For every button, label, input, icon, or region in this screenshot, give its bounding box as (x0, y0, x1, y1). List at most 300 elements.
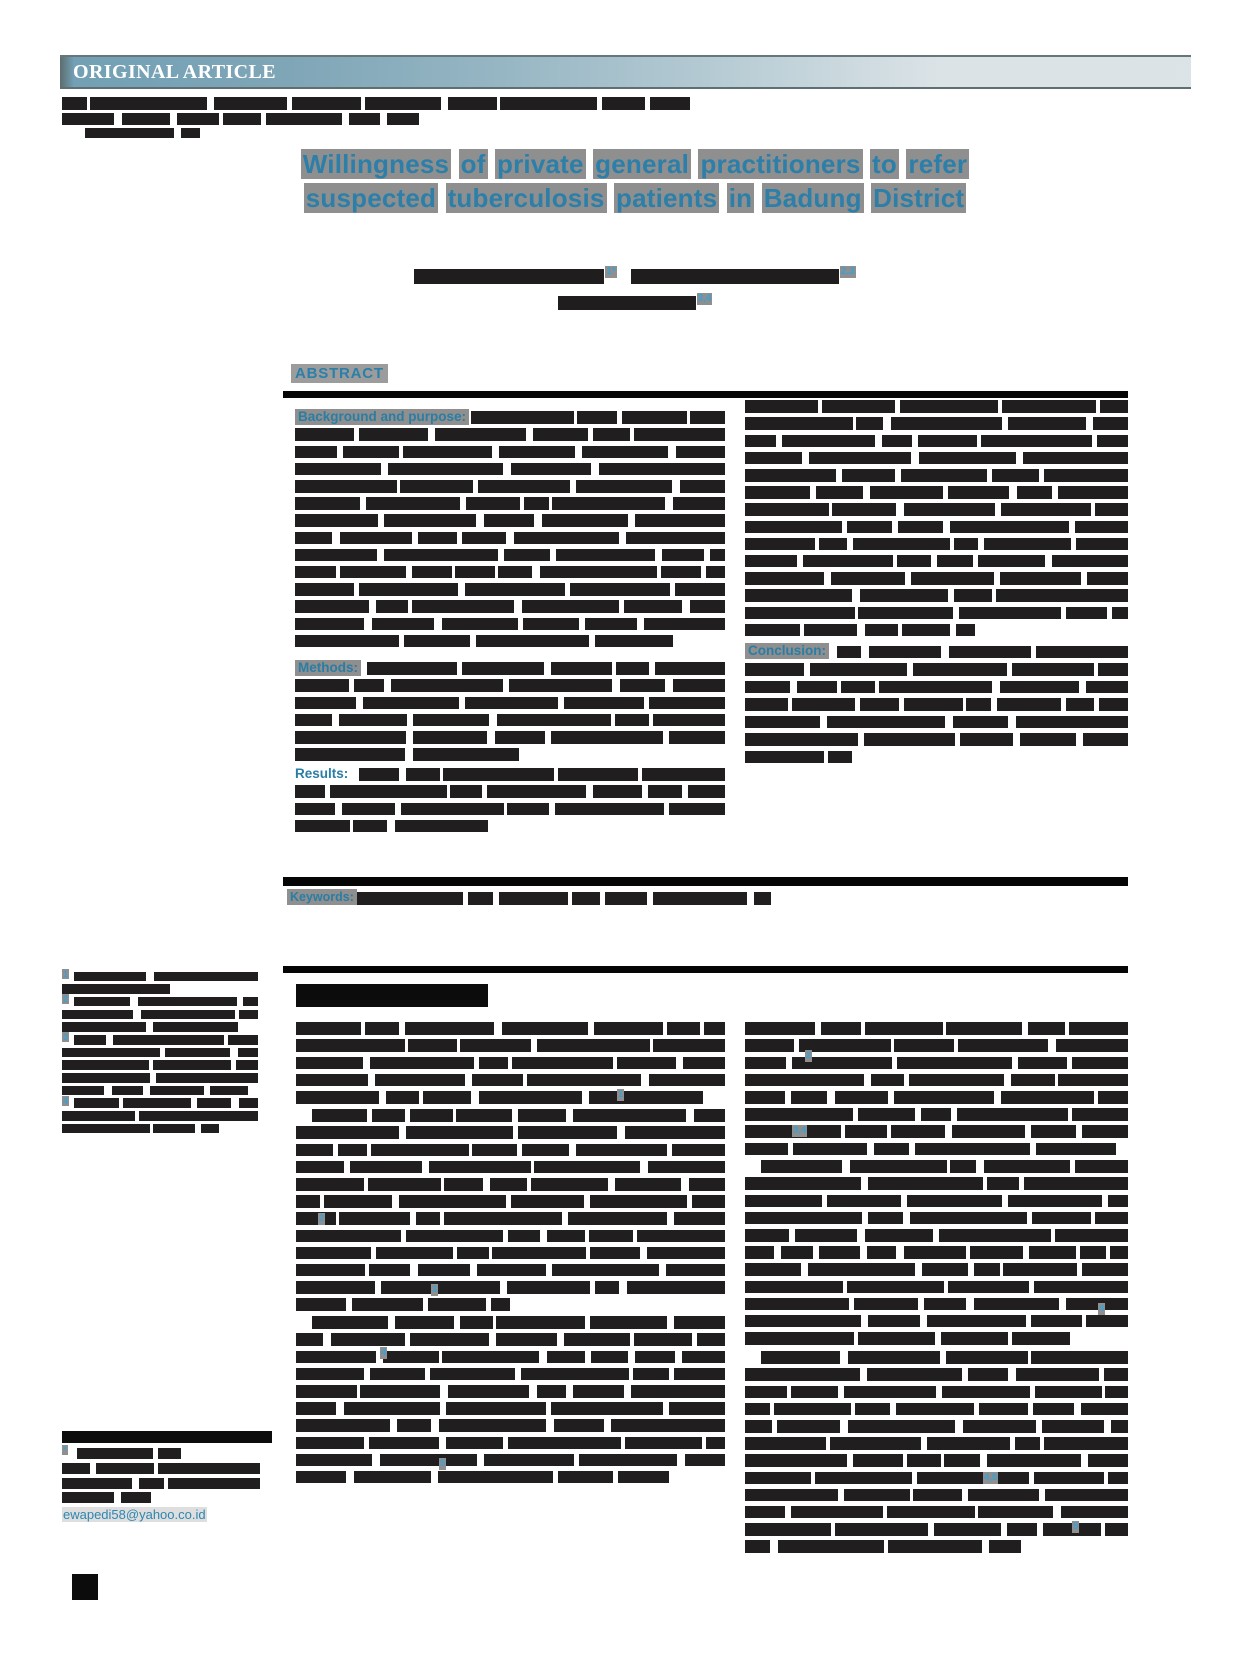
redacted-text-bar (927, 1437, 1010, 1450)
redacted-text-bar (948, 486, 1009, 499)
redacted-text-bar (444, 1178, 483, 1191)
redacted-text-bar (978, 555, 1045, 568)
redacted-text-bar (868, 1177, 983, 1190)
redacted-text-line (745, 501, 1128, 518)
redacted-text-bar (868, 1212, 903, 1225)
redacted-text-bar (122, 113, 170, 125)
redacted-text-bar (292, 97, 360, 110)
redacted-text-bar (295, 803, 335, 816)
title-word: general (595, 149, 690, 179)
redacted-text-bar (974, 1298, 1059, 1311)
redacted-text-bar (509, 679, 612, 692)
article-title (160, 147, 1110, 215)
redacted-text-bar (855, 1403, 890, 1416)
redacted-text-bar (295, 697, 356, 710)
redacted-text-bar (944, 1454, 980, 1467)
redacted-text-bar (968, 1489, 1039, 1502)
redacted-text-bar (123, 1098, 191, 1108)
redacted-text-bar (706, 1437, 725, 1450)
body-left-paragraph-1 (296, 1020, 725, 1106)
redacted-text-bar (649, 697, 725, 710)
redacted-text-bar (1108, 1195, 1128, 1208)
redacted-text-bar (324, 1195, 392, 1208)
correspondence-text-redacted (62, 1446, 260, 1461)
redacted-text-bar (948, 1281, 1029, 1294)
redacted-text-bar (745, 521, 842, 534)
redacted-text-line (745, 1261, 1128, 1278)
redacted-text-bar (844, 1489, 910, 1502)
redacted-text-bar (77, 1448, 153, 1459)
redacted-text-bar (295, 635, 399, 648)
redacted-text-bar (1034, 1281, 1128, 1294)
redacted-text-bar (295, 480, 397, 493)
redacted-text-bar (1032, 1212, 1092, 1225)
redacted-text-bar (835, 1523, 928, 1536)
redacted-text-bar (896, 1403, 974, 1416)
redacted-text-bar (891, 417, 1003, 430)
redacted-text-bar (556, 549, 656, 562)
redacted-text-bar (295, 428, 354, 441)
redacted-text-bar (391, 679, 503, 692)
redacted-text-bar (745, 1332, 854, 1345)
redacted-text-bar (444, 1212, 562, 1225)
redacted-text-bar (466, 497, 520, 510)
page-number-redacted (72, 1574, 98, 1600)
redacted-text-bar (112, 1086, 143, 1096)
redacted-text-bar (685, 1454, 725, 1467)
redacted-text-bar (507, 1281, 591, 1294)
redacted-text-bar (121, 1492, 151, 1503)
redacted-text-bar (401, 803, 504, 816)
redacted-text-bar (511, 1195, 584, 1208)
redacted-text-bar (970, 1246, 1024, 1259)
redacted-text-bar (1112, 607, 1128, 620)
redacted-text-bar (680, 480, 725, 493)
redacted-text-bar (924, 1298, 967, 1311)
redacted-text-bar (827, 1195, 901, 1208)
redacted-text-line (296, 1176, 725, 1193)
redacted-text-bar (153, 1022, 239, 1032)
redacted-text-bar (958, 1039, 1048, 1052)
redacted-text-bar (428, 1298, 486, 1311)
redacted-text-bar (570, 583, 670, 596)
redacted-text-bar (963, 1420, 1037, 1433)
redacted-text-bar (894, 1091, 994, 1104)
abstract-continued-text-redacted (745, 398, 1128, 639)
redacted-text-bar (616, 662, 649, 675)
redacted-text-bar (523, 618, 579, 631)
redacted-text-line (295, 818, 725, 835)
redacted-text-bar (572, 892, 601, 906)
redacted-text-bar (745, 469, 836, 482)
redacted-text-bar (602, 97, 645, 110)
redacted-text-line (745, 587, 1128, 604)
redacted-text-bar (865, 1022, 943, 1035)
redacted-text-bar (518, 1109, 567, 1122)
redacted-text-bar (633, 1368, 669, 1381)
redacted-text-bar (1036, 646, 1128, 659)
correspondence-email-link[interactable]: ewapedi58@yahoo.co.id (63, 1507, 206, 1522)
redacted-text-bar (966, 698, 991, 711)
redacted-text-bar (228, 1035, 258, 1045)
redacted-text-bar (624, 600, 682, 613)
redacted-text-bar (388, 463, 503, 476)
redacted-text-bar (950, 521, 1069, 534)
redacted-text-line (62, 96, 690, 111)
redacted-text-bar (745, 503, 829, 516)
body-top-rule (283, 966, 1128, 973)
redacted-text-bar (508, 1230, 540, 1243)
redacted-text-line (295, 746, 725, 763)
redacted-text-bar (1011, 1074, 1055, 1087)
citation-superscript: 5 (1073, 1521, 1079, 1532)
redacted-text-bar (634, 428, 725, 441)
redacted-text-bar (384, 549, 499, 562)
redacted-text-line (296, 1262, 725, 1279)
redacted-text-bar (810, 663, 907, 676)
redacted-text-bar (745, 572, 824, 585)
redacted-text-bar (745, 1506, 785, 1519)
redacted-text-bar (296, 1091, 379, 1104)
redacted-text-bar (1031, 1315, 1082, 1328)
author-name-redacted (631, 269, 839, 284)
redacted-text-bar (1098, 1091, 1128, 1104)
redacted-text-bar (296, 1230, 401, 1243)
redacted-text-bar (745, 486, 810, 499)
redacted-text-line (296, 1141, 725, 1158)
redacted-text-bar (918, 435, 977, 448)
affiliation-superscript: 4 (63, 1095, 69, 1106)
redacted-text-bar (745, 733, 858, 746)
redacted-text-bar (865, 1229, 932, 1242)
redacted-text-bar (579, 1454, 677, 1467)
redacted-text-bar (330, 785, 447, 798)
redacted-text-bar (296, 1057, 363, 1070)
journal-citation-redacted-line1 (62, 96, 690, 111)
redacted-text-bar (1052, 555, 1128, 568)
redacted-text-bar (1086, 1315, 1128, 1328)
redacted-text-bar (296, 1178, 364, 1191)
redacted-text-line (745, 432, 1128, 449)
redacted-text-bar (689, 1178, 725, 1191)
correspondence-lines (62, 1461, 260, 1505)
abstract-conclusion-text-redacted (745, 643, 1128, 766)
redacted-text-line (745, 1469, 1128, 1486)
redacted-text-bar (531, 1178, 608, 1191)
redacted-text-bar (745, 1420, 772, 1433)
redacted-text-bar (456, 1109, 512, 1122)
keywords-section (287, 889, 797, 908)
redacted-text-bar (871, 1074, 905, 1087)
journal-citation-redacted-line3 (85, 127, 205, 139)
redacted-text-bar (62, 1124, 150, 1134)
redacted-text-bar (850, 1160, 947, 1173)
redacted-text-bar (576, 1144, 667, 1157)
redacted-text-bar (1072, 1108, 1128, 1121)
redacted-text-bar (354, 679, 384, 692)
redacted-text-bar (797, 681, 837, 694)
redacted-text-bar (502, 1022, 588, 1035)
redacted-text-line (745, 398, 1128, 415)
redacted-text-bar (792, 698, 855, 711)
redacted-text-bar (359, 428, 428, 441)
redacted-text-line (296, 1417, 725, 1434)
redacted-text-line (85, 127, 205, 139)
redacted-text-bar (745, 698, 788, 711)
redacted-text-bar (922, 1263, 968, 1276)
redacted-text-bar (296, 1368, 364, 1381)
redacted-text-bar (376, 600, 408, 613)
redacted-text-line (296, 1089, 725, 1106)
redacted-text-bar (573, 1109, 687, 1122)
redacted-text-bar (860, 698, 899, 711)
redacted-text-bar (353, 892, 463, 906)
abstract-heading: ABSTRACT (291, 364, 388, 383)
redacted-text-bar (745, 589, 852, 602)
redacted-text-bar (296, 1247, 371, 1260)
redacted-text-bar (745, 400, 818, 413)
redacted-text-line (745, 1349, 1128, 1366)
redacted-text-bar (891, 1125, 945, 1138)
redacted-text-bar (1029, 1246, 1076, 1259)
redacted-text-bar (666, 1264, 725, 1277)
redacted-text-bar (1012, 663, 1094, 676)
redacted-text-bar (296, 1126, 399, 1139)
redacted-text-bar (472, 1144, 517, 1157)
redacted-text-bar (568, 1212, 667, 1225)
correspondence-asterisk: * (63, 1445, 67, 1455)
redacted-text-bar (950, 1160, 976, 1173)
redacted-text-bar (490, 1178, 527, 1191)
redacted-text-bar (1001, 503, 1091, 516)
redacted-text-bar (296, 1471, 346, 1484)
redacted-text-line (296, 1279, 725, 1296)
redacted-text-bar (591, 1351, 628, 1364)
redacted-text-bar (527, 1074, 641, 1087)
redacted-text-bar (827, 716, 945, 729)
redacted-text-bar (96, 1463, 155, 1474)
redacted-text-bar (913, 663, 1007, 676)
redacted-text-bar (953, 716, 1009, 729)
redacted-text-bar (828, 751, 852, 764)
redacted-text-bar (844, 1386, 936, 1399)
redacted-text-bar (599, 463, 725, 476)
redacted-text-bar (611, 1419, 725, 1432)
redacted-text-bar (423, 1091, 472, 1104)
redacted-text-line (296, 1348, 725, 1365)
redacted-text-bar (359, 583, 458, 596)
redacted-text-bar (799, 1039, 891, 1052)
redacted-text-line (62, 1084, 258, 1097)
redacted-text-bar (582, 446, 668, 459)
redacted-text-bar (533, 428, 588, 441)
redacted-text-bar (1042, 1420, 1104, 1433)
body-left-paragraph-3 (296, 1314, 725, 1486)
redacted-text-bar (243, 997, 258, 1007)
redacted-text-bar (1075, 1160, 1129, 1173)
redacted-text-line (295, 677, 725, 694)
correspondence-line-1 (62, 1446, 260, 1461)
redacted-text-bar (537, 1385, 566, 1398)
redacted-text-bar (904, 503, 996, 516)
redacted-text-bar (397, 1419, 432, 1432)
redacted-text-bar (367, 662, 457, 675)
redacted-text-bar (605, 892, 646, 906)
redacted-text-bar (1104, 1368, 1128, 1381)
redacted-text-bar (349, 113, 380, 125)
body-left-paragraph-2 (296, 1107, 725, 1313)
redacted-text-bar (803, 555, 893, 568)
redacted-text-line (745, 1210, 1128, 1227)
redacted-text-line (745, 731, 1128, 749)
redacted-text-bar (745, 751, 824, 764)
redacted-text-line (745, 1313, 1128, 1330)
article-type-banner (60, 55, 1191, 89)
redacted-text-bar (954, 538, 979, 551)
redacted-text-bar (672, 1144, 725, 1157)
redacted-text-line (745, 518, 1128, 535)
redacted-text-bar (418, 532, 457, 545)
redacted-text-bar (296, 1385, 357, 1398)
redacted-text-bar (154, 972, 259, 982)
redacted-text-bar (372, 618, 434, 631)
redacted-text-bar (406, 1230, 503, 1243)
title-word: Willingness (302, 149, 450, 179)
redacted-text-line (295, 800, 725, 817)
redacted-text-bar (238, 1048, 259, 1058)
redacted-text-bar (778, 1540, 884, 1553)
redacted-text-bar (366, 497, 460, 510)
redacted-text-bar (158, 1448, 181, 1459)
redacted-text-bar (745, 1212, 862, 1225)
author-name-redacted (414, 269, 604, 284)
redacted-text-bar (1099, 698, 1128, 711)
redacted-text-line (62, 1122, 258, 1135)
redacted-text-bar (416, 1212, 441, 1225)
redacted-text-bar (868, 1315, 921, 1328)
redacted-text-bar (949, 646, 1031, 659)
redacted-text-bar (295, 532, 332, 545)
redacted-text-line (296, 1452, 725, 1469)
redacted-text-bar (558, 1471, 613, 1484)
redacted-text-bar (404, 635, 470, 648)
redacted-text-bar (312, 1316, 388, 1329)
author-name-redacted (558, 296, 696, 310)
redacted-text-bar (511, 463, 592, 476)
redacted-text-bar (381, 1281, 500, 1294)
affiliation-superscript: 2 (63, 994, 69, 1005)
redacted-text-bar (845, 1125, 887, 1138)
redacted-text-bar (745, 1454, 847, 1467)
redacted-text-bar (395, 820, 488, 833)
redacted-text-bar (819, 1246, 860, 1259)
redacted-text-bar (858, 1332, 935, 1345)
redacted-text-bar (540, 566, 657, 579)
redacted-text-bar (62, 1463, 90, 1474)
redacted-text-bar (635, 1351, 675, 1364)
redacted-text-bar (595, 1281, 619, 1294)
redacted-text-line (62, 1021, 258, 1034)
redacted-text-line (62, 1491, 260, 1506)
redacted-text-bar (352, 1298, 424, 1311)
redacted-text-bar (854, 1298, 919, 1311)
redacted-text-bar (745, 1437, 826, 1450)
redacted-text-bar (499, 446, 575, 459)
redacted-text-bar (62, 1022, 146, 1032)
article-type-label: ORIGINAL ARTICLE (73, 60, 276, 83)
redacted-text-bar (295, 785, 325, 798)
redacted-text-bar (210, 1086, 248, 1096)
redacted-text-bar (655, 662, 725, 675)
redacted-text-bar (1095, 503, 1128, 516)
citation-superscript: 5 (440, 1458, 446, 1469)
redacted-text-bar (156, 1073, 258, 1083)
redacted-text-line (296, 1054, 725, 1071)
redacted-text-bar (847, 521, 892, 534)
redacted-text-bar (653, 714, 725, 727)
title-word: refer (908, 149, 968, 179)
redacted-text-bar (296, 1437, 364, 1450)
redacted-text-bar (295, 748, 405, 761)
redacted-text-bar (491, 1298, 511, 1311)
redacted-text-bar (296, 1298, 346, 1311)
redacted-text-bar (512, 1057, 613, 1070)
redacted-text-bar (937, 555, 972, 568)
redacted-text-bar (1097, 435, 1128, 448)
redacted-text-bar (745, 538, 815, 551)
redacted-text-line (62, 1008, 258, 1021)
redacted-text-bar (913, 1489, 962, 1502)
redacted-text-line (295, 694, 725, 711)
redacted-text-bar (74, 1035, 106, 1045)
redacted-text-bar (455, 566, 495, 579)
redacted-text-bar (339, 1212, 410, 1225)
redacted-text-line (745, 1521, 1128, 1538)
redacted-text-bar (934, 1523, 1001, 1536)
redacted-text-bar (1036, 1143, 1116, 1156)
redacted-text-bar (214, 97, 288, 110)
redacted-text-bar (295, 463, 381, 476)
redacted-text-bar (150, 1086, 204, 1096)
redacted-text-bar (745, 1489, 838, 1502)
redacted-text-bar (1020, 733, 1076, 746)
redacted-text-bar (295, 446, 337, 459)
redacted-text-bar (85, 128, 174, 138)
redacted-text-bar (499, 892, 569, 906)
author-superscript: 1* (606, 266, 616, 277)
redacted-text-line (745, 1244, 1128, 1261)
redacted-text-bar (745, 1143, 788, 1156)
redacted-text-bar (1076, 538, 1129, 551)
redacted-text-bar (615, 714, 649, 727)
redacted-text-line (745, 467, 1128, 484)
redacted-text-bar (634, 1333, 692, 1346)
redacted-text-line (62, 1097, 258, 1110)
redacted-text-bar (524, 497, 549, 510)
redacted-text-bar (1069, 1022, 1128, 1035)
redacted-text-bar (815, 1472, 912, 1485)
redacted-text-bar (761, 1351, 840, 1364)
redacted-text-bar (804, 624, 858, 637)
redacted-text-bar (1072, 1057, 1128, 1070)
author-line-2 (160, 293, 1110, 310)
citation-superscript: 1 (618, 1089, 624, 1100)
redacted-text-bar (941, 1332, 1008, 1345)
redacted-text-bar (625, 1437, 703, 1450)
citation-superscript: 3 (432, 1284, 438, 1295)
redacted-text-line (745, 1418, 1128, 1435)
redacted-text-bar (887, 1506, 975, 1519)
